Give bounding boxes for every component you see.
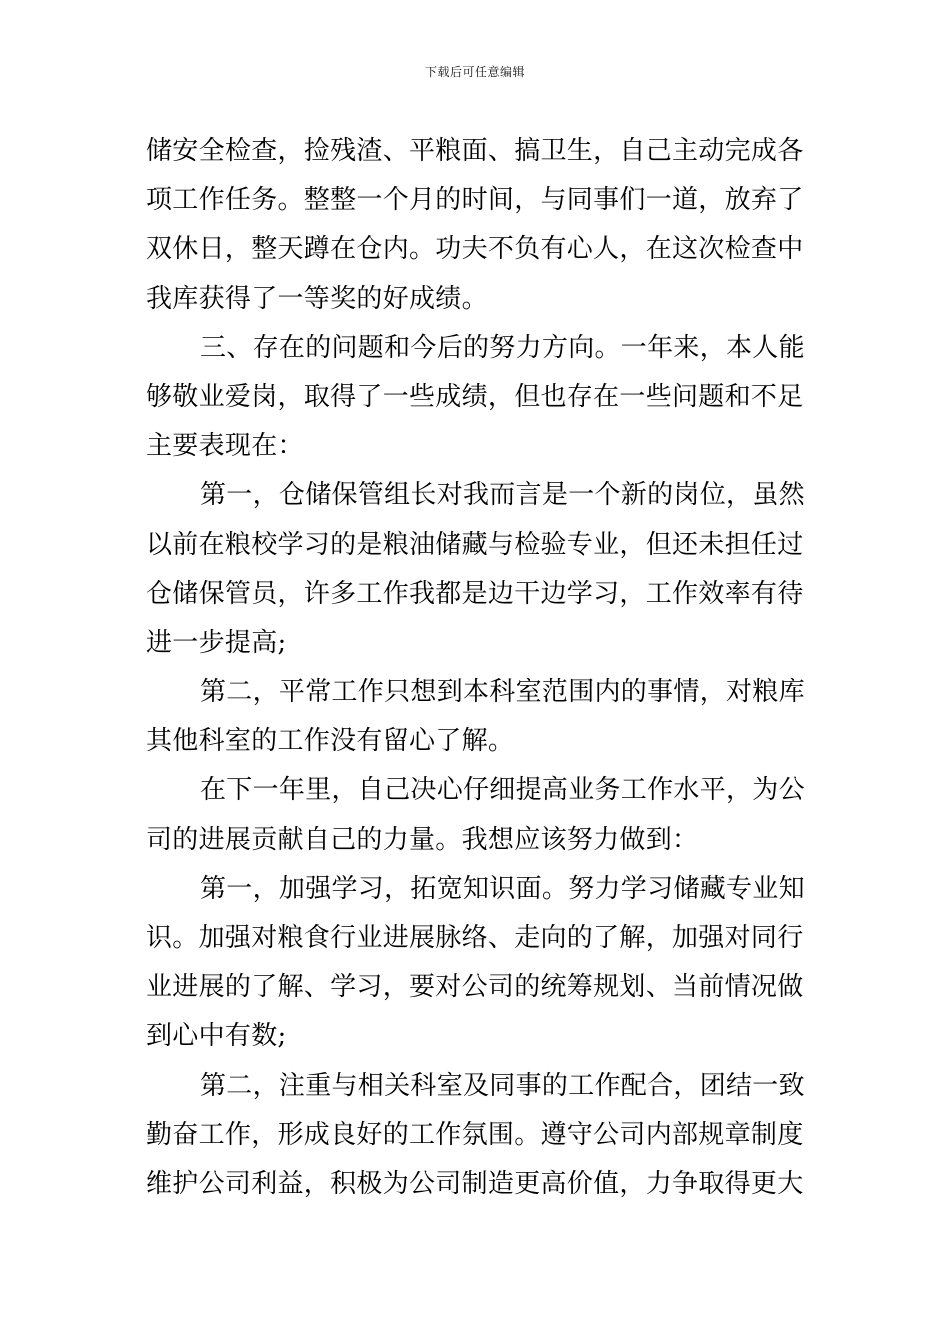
text-line: 双休日，整天蹲在仓内。功夫不负有心人，在这次检查中 [146, 234, 804, 265]
text-line: 维护公司利益，积极为公司制造更高价值，力争取得更大 [146, 1168, 804, 1199]
text-line: 司的进展贡献自己的力量。我想应该努力做到： [146, 824, 699, 855]
text-line: 进一步提高; [146, 627, 287, 658]
text-line: 储安全检查，捡残渣、平粮面、搞卫生，自己主动完成各 [146, 136, 804, 166]
text-line: 够敬业爱岗，取得了一些成绩，但也存在一些问题和不足 [146, 381, 804, 412]
text-line: 仓储保管员，许多工作我都是边干边学习，工作效率有待 [146, 578, 804, 609]
paragraph-start-line: 第一，仓储保管组长对我而言是一个新的岗位，虽然 [200, 480, 805, 511]
text-line: 到心中有数; [146, 1021, 287, 1052]
text-line: 项工作任务。整整一个月的时间，与同事们一道，放弃了 [146, 185, 804, 216]
text-line: 其他科室的工作没有留心了解。 [146, 726, 515, 757]
paragraph-start-line: 第二，注重与相关科室及同事的工作配合，团结一致 [200, 1070, 805, 1101]
text-line: 主要表现在： [146, 431, 304, 462]
text-line: 我库获得了一等奖的好成绩。 [146, 283, 488, 314]
text-line: 勤奋工作，形成良好的工作氛围。遵守公司内部规章制度 [146, 1119, 804, 1150]
page-header: 下载后可任意编辑 [424, 65, 525, 79]
text-line: 业进展的了解、学习，要对公司的统筹规划、当前情况做 [146, 972, 804, 1003]
paragraph-start-line: 三、存在的问题和今后的努力方向。一年来，本人能 [200, 332, 805, 363]
paragraph-start-line: 第二，平常工作只想到本科室范围内的事情，对粮库 [200, 677, 805, 708]
document-body [146, 127, 806, 1209]
paragraph-start-line: 在下一年里，自己决心仔细提高业务工作水平，为公 [200, 775, 805, 806]
text-line: 以前在粮校学习的是粮油储藏与检验专业，但还未担任过 [146, 529, 804, 560]
text-line: 识。加强对粮食行业进展脉络、走向的了解，加强对同行 [146, 923, 804, 953]
paragraph-start-line: 第一，加强学习，拓宽知识面。努力学习储藏专业知 [200, 873, 805, 904]
